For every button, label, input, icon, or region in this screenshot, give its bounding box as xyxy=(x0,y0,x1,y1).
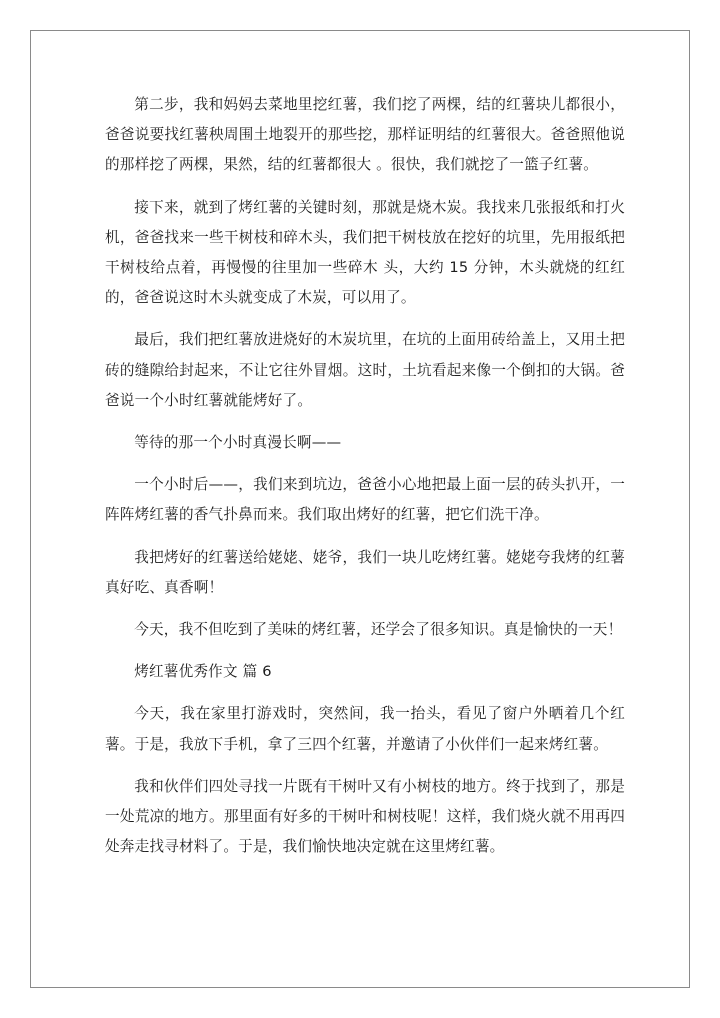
paragraph-step-two: 第二步，我和妈妈去菜地里挖红薯，我们挖了两棵，结的红薯块儿都很小，爸爸说要找红薯秧周围土地裂开的那些挖，那样证明结的红薯很大。爸爸照他说的那样挖了两棵，果然，结的红薯都很大 。很快，我们就挖了一篮子红薯。 xyxy=(105,96,625,174)
paragraph-burn-charcoal: 接下来，就到了烤红薯的关键时刻，那就是烧木炭。我找来几张报纸和打火机，爸爸找来一些干树枝和碎木头，我们把干树枝放在挖好的坑里，先用报纸把干树枝给点着，再慢慢的往里加一些碎木 头，大约 15 分钟，木头就烧的红红的，爸爸说这时木头就变成了木炭，可以用了。 xyxy=(105,198,625,307)
paragraph-bake-in-pit: 最后，我们把红薯放进烧好的木炭坑里，在坑的上面用砖给盖上，又用土把砖的缝隙给封起来，不让它往外冒烟。这时，土坑看起来像一个倒扣的大锅。爸爸说一个小时红薯就能烤好了。 xyxy=(105,331,625,409)
paragraph-conclusion: 今天，我不但吃到了美味的烤红薯，还学会了很多知识。真是愉快的一天！ xyxy=(134,621,623,639)
paragraph-essay6-find-place: 我和伙伴们四处寻找一片既有干树叶又有小树枝的地方。终于找到了，那是一处荒凉的地方。那里面有好多的干树叶和树枝呢！这样，我们烧火就不用再四处奔走找寻材料了。于是，我们愉快地决定就在这里烤红薯。 xyxy=(105,777,625,856)
paragraph-one-hour-later: 一个小时后——，我们来到坑边，爸爸小心地把最上面一层的砖头扒开，一阵阵烤红薯的香气扑鼻而来。我们取出烤好的红薯，把它们洗干净。 xyxy=(105,476,625,524)
document-body xyxy=(105,90,625,874)
paragraph-essay6-intro: 今天，我在家里打游戏时，突然间，我一抬头，看见了窗户外晒着几个红薯。于是，我放下手机，拿了三四个红薯，并邀请了小伙伴们一起来烤红薯。 xyxy=(105,705,625,753)
essay-heading: 烤红薯优秀作文 篇 6 xyxy=(134,663,272,681)
paragraph-waiting: 等待的那一个小时真漫长啊—— xyxy=(134,434,342,452)
paragraph-share-with-grandparents: 我把烤好的红薯送给姥姥、姥爷，我们一块儿吃烤红薯。姥姥夸我烤的红薯真好吃、真香啊！ xyxy=(105,548,625,596)
